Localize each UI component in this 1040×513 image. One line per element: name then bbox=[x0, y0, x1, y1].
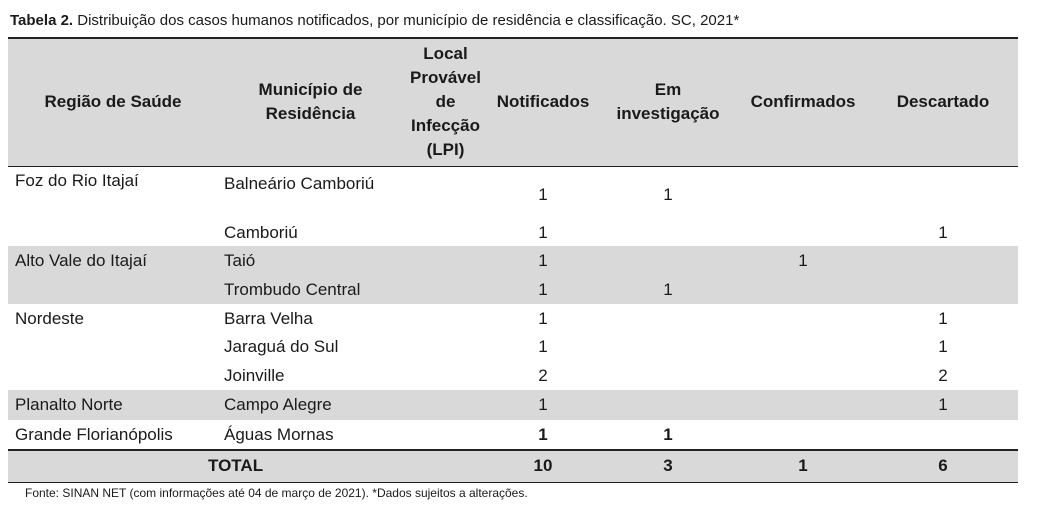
lpi-cell bbox=[403, 246, 488, 276]
table-row bbox=[8, 304, 1018, 333]
confirmed-cell bbox=[738, 333, 868, 361]
lpi-cell bbox=[403, 220, 488, 246]
header-cell: Descartado bbox=[896, 92, 990, 112]
investigation-cell bbox=[598, 246, 738, 276]
discarded-cell: 1 bbox=[938, 395, 948, 414]
header-cell: Região de Saúde bbox=[44, 92, 182, 112]
discarded-cell: 1 bbox=[938, 337, 948, 356]
discarded-cell: 1 bbox=[938, 223, 948, 242]
cases-table bbox=[8, 37, 1018, 483]
notified-cell: 1 bbox=[538, 280, 548, 299]
notified-cell: 1 bbox=[538, 308, 548, 328]
lpi-cell bbox=[403, 166, 488, 220]
municipality-cell: Balneário Camboriú bbox=[224, 173, 375, 193]
table-row bbox=[8, 361, 1018, 390]
discarded-cell bbox=[868, 276, 1018, 304]
header-cell: Em investigação bbox=[616, 80, 720, 124]
caption-label: Tabela 2. bbox=[10, 12, 74, 29]
investigation-cell: 1 bbox=[663, 424, 673, 444]
table-row bbox=[8, 220, 1018, 246]
investigation-cell: 1 bbox=[663, 280, 673, 299]
notified-cell: 1 bbox=[538, 223, 548, 242]
caption-text: Distribuição dos casos humanos notificados, por município de residência e classificação. SC, 2021* bbox=[73, 12, 740, 29]
region-cell bbox=[8, 333, 218, 361]
table-caption bbox=[10, 12, 739, 29]
lpi-cell bbox=[403, 304, 488, 333]
investigation-cell bbox=[598, 220, 738, 246]
investigation-cell: 1 bbox=[663, 185, 673, 205]
discarded-cell: 2 bbox=[938, 365, 948, 385]
municipality-cell: Camboriú bbox=[224, 223, 298, 242]
confirmed-cell bbox=[738, 304, 868, 333]
confirmed-cell bbox=[738, 220, 868, 246]
total-row bbox=[8, 450, 1018, 482]
region-cell: Foz do Rio Itajaí bbox=[15, 170, 139, 190]
municipality-cell: Jaraguá do Sul bbox=[224, 337, 339, 356]
region-cell bbox=[8, 220, 218, 246]
region-cell bbox=[8, 276, 218, 304]
region-cell: Planalto Norte bbox=[15, 395, 123, 414]
table-row bbox=[8, 420, 1018, 450]
table-row bbox=[8, 166, 1018, 220]
investigation-cell bbox=[598, 304, 738, 333]
total-lpi-cell bbox=[403, 450, 488, 482]
discarded-cell: 1 bbox=[938, 308, 948, 328]
notified-cell: 2 bbox=[538, 365, 548, 385]
municipality-cell: Campo Alegre bbox=[224, 395, 332, 414]
header-cell: Confirmados bbox=[750, 92, 856, 112]
confirmed-cell bbox=[738, 276, 868, 304]
notified-cell: 1 bbox=[538, 337, 548, 356]
municipality-cell: Barra Velha bbox=[224, 308, 313, 328]
lpi-cell bbox=[403, 361, 488, 390]
discarded-cell bbox=[868, 166, 1018, 220]
confirmed-cell bbox=[738, 390, 868, 420]
confirmed-cell bbox=[738, 420, 868, 450]
region-cell bbox=[8, 361, 218, 390]
region-cell: Alto Vale do Itajaí bbox=[15, 251, 147, 270]
investigation-cell bbox=[598, 361, 738, 390]
lpi-cell bbox=[403, 333, 488, 361]
header-row bbox=[8, 38, 1018, 166]
lpi-cell bbox=[403, 420, 488, 450]
notified-cell: 1 bbox=[538, 395, 548, 414]
notified-cell: 1 bbox=[538, 185, 548, 205]
table-row bbox=[8, 333, 1018, 361]
municipality-cell: Taió bbox=[224, 251, 256, 270]
header-cell: Local Provável de Infecção (LPI) bbox=[410, 44, 481, 160]
confirmed-cell bbox=[738, 361, 868, 390]
total-investigation: 3 bbox=[663, 456, 673, 476]
header-cell: Município de Residência bbox=[258, 80, 363, 124]
notified-cell: 1 bbox=[538, 251, 548, 270]
discarded-cell bbox=[868, 420, 1018, 450]
confirmed-cell: 1 bbox=[798, 251, 808, 270]
notified-cell: 1 bbox=[538, 424, 548, 444]
investigation-cell bbox=[598, 390, 738, 420]
region-cell: Nordeste bbox=[15, 308, 84, 328]
total-notified: 10 bbox=[533, 456, 553, 476]
municipality-cell: Águas Mornas bbox=[224, 424, 334, 444]
lpi-cell bbox=[403, 390, 488, 420]
total-label: TOTAL bbox=[208, 456, 264, 476]
total-confirmed: 1 bbox=[798, 456, 808, 476]
discarded-cell bbox=[868, 246, 1018, 276]
source-footnote: Fonte: SINAN NET (com informações até 04 de março de 2021). *Dados sujeitos a alterações. bbox=[25, 486, 528, 500]
municipality-cell: Joinville bbox=[224, 365, 285, 385]
total-discarded: 6 bbox=[938, 456, 948, 476]
region-cell: Grande Florianópolis bbox=[15, 424, 173, 444]
lpi-cell bbox=[403, 276, 488, 304]
table-row bbox=[8, 390, 1018, 420]
table-row bbox=[8, 276, 1018, 304]
confirmed-cell bbox=[738, 166, 868, 220]
table-row bbox=[8, 246, 1018, 276]
municipality-cell: Trombudo Central bbox=[224, 280, 361, 299]
header-cell: Notificados bbox=[496, 92, 590, 112]
investigation-cell bbox=[598, 333, 738, 361]
